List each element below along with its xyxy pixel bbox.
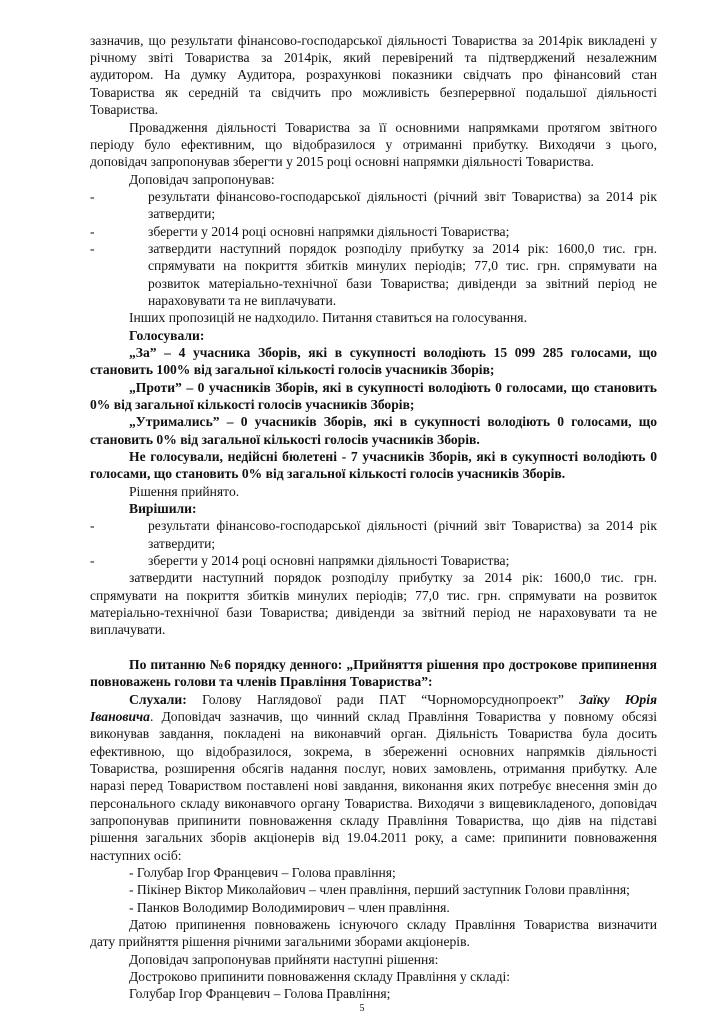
- heard-text: . Доповідач зазначив, що чинний склад Правління Товариства у повному обсязі: [149, 709, 657, 724]
- decided-heading: Вирішили:: [129, 501, 197, 516]
- bullet-text: спрямувати на покриття збитків минулих періодів; 77,0 тис. грн. спрямувати на: [148, 258, 657, 273]
- vote-against: „Проти” – 0 учасників Зборів, які в сукупності володіють 0 голосами, що становить: [129, 380, 657, 395]
- text-line: Товариства.: [90, 102, 159, 117]
- bullet-dash: -: [90, 553, 95, 568]
- decision-adopted: Рішення прийнято.: [129, 484, 240, 499]
- text-line: [90, 708, 657, 725]
- text-line: виплачувати.: [90, 622, 166, 637]
- vote-not-voted: голосами, що становить 0% від загальної кількості голосів учасників Зборів.: [90, 466, 566, 481]
- text-line: матеріально-технічної бази Товариства; дивіденди за звітний період не нараховувати та не: [90, 605, 657, 620]
- voted-heading: Голосували:: [129, 328, 205, 343]
- bullet-text: результати фінансово-господарської діяльності (річний звіт Товариства) за 2014 рік: [148, 189, 657, 204]
- text-line: спрямувати на покриття збитків минулих періодів; 77,0 тис. грн. спрямувати на розвиток: [90, 588, 657, 603]
- bullet-text: нараховувати та не виплачувати.: [148, 293, 337, 308]
- bullet-text: результати фінансово-господарської діяльності (річний звіт Товариства) за 2014 рік: [148, 518, 657, 533]
- heard-text: Голову Наглядової ради ПАТ “Чорноморсуднопроект”: [202, 692, 564, 707]
- heard-label: Слухали:: [129, 692, 187, 707]
- page-number: 5: [359, 1003, 365, 1014]
- board-member: - Голубар Ігор Францевич – Голова правління;: [129, 865, 396, 880]
- text-line: запропонував припинити повноваження складу Правління Товариства, що діяв на підставі: [90, 813, 657, 828]
- speaker-name: Івановича: [90, 709, 150, 724]
- bullet-dash: -: [90, 241, 95, 256]
- text-line: ефективною, що відобразилося, зокрема, в збереженні основних напрямків діяльності: [90, 744, 657, 759]
- bullet-text: затвердити;: [148, 536, 216, 551]
- bullet-text: затвердити наступний порядок розподілу прибутку за 2014 рік: 1600,0 тис. грн.: [148, 241, 657, 256]
- proposal-heading: Доповідач запропонував:: [129, 172, 275, 187]
- bullet-text: зберегти у 2014 році основні напрямки діяльності Товариства;: [148, 553, 510, 568]
- bullet-dash: -: [90, 224, 95, 239]
- text-line: аудитором. На думку Аудитора, розрахункові показники свідчать про фінансовий стан: [90, 67, 657, 82]
- text-line: дату прийняття рішення річними загальними зборами акціонерів.: [90, 934, 470, 949]
- text-line: зазначив, що результати фінансово-господарської діяльності Товариства за 2014рік викладені у: [90, 33, 657, 48]
- vote-not-voted: Не голосували, недійсні бюлетені - 7 учасників Зборів, які в сукупності володіють 0: [129, 449, 657, 464]
- text-line: наступних осіб:: [90, 848, 182, 863]
- text-line: Провадження діяльності Товариства за її основними напрямками протягом звітного: [129, 120, 657, 135]
- bullet-text: зберегти у 2014 році основні напрямки діяльності Товариства;: [148, 224, 510, 239]
- text-line: рішення загальних зборів акціонерів від 19.04.2011 року, а саме: припинити повноваження: [90, 830, 657, 845]
- text-line: персонального складу виконавчого органу Товариства. Виходячи з вищевикладеного, доповідач: [90, 796, 657, 811]
- heard-line: [90, 691, 657, 708]
- text-line: затвердити наступний порядок розподілу прибутку за 2014 рік: 1600,0 тис. грн.: [129, 570, 657, 585]
- text-line: доповідач запропонував зберегти у 2015 році основні напрямки діяльності Товариства.: [90, 154, 594, 169]
- text-line: Доповідач запропонував прийняти наступні рішення:: [129, 952, 439, 967]
- vote-for: становить 100% від загальної кількості голосів учасників Зборів;: [90, 362, 495, 377]
- text-line: Голубар Ігор Францевич – Голова Правління;: [129, 986, 391, 1001]
- bullet-text: затвердити;: [148, 206, 216, 221]
- text-line: Інших пропозицій не надходило. Питання ставиться на голосування.: [129, 310, 527, 325]
- bullet-dash: -: [90, 518, 95, 533]
- board-member: - Пікінер Віктор Миколайович – член правління, перший заступник Голови правління;: [129, 882, 630, 897]
- bullet-dash: -: [90, 189, 95, 204]
- speaker-name: Заїку Юрія: [579, 692, 657, 707]
- text-line: річному звіті Товариства за 2014рік, який перевірений та підтверджений незалежним: [90, 50, 657, 65]
- text-line: Товариства як середній та свідчить про можливість безперервної подальшої діяльності: [90, 85, 657, 100]
- agenda-item-6-title: повноважень голови та членів Правління Товариства”:: [90, 674, 433, 689]
- agenda-item-6-title: По питанню №6 порядку денного: „Прийняття рішення про дострокове припинення: [129, 657, 657, 672]
- vote-abstain: „Утримались” – 0 учасників Зборів, які в сукупності володіють 0 голосами, що: [129, 414, 657, 429]
- text-line: Датою припинення повноважень існуючого складу Правління Товариства визначити: [129, 917, 657, 932]
- text-line: наразі перед Товариством поставлені нові завдання, виконання яких потребує внесення змін до: [90, 778, 657, 793]
- board-member: - Панков Володимир Володимирович – член правління.: [129, 900, 450, 915]
- bullet-text: розвиток матеріально-технічної бази Товариства; дивіденди за звітний період не: [148, 276, 657, 291]
- text-line: виконував завдання, покладені на виконавчий орган. Діяльність Товариства була досить: [90, 726, 657, 741]
- vote-against: 0% від загальної кількості голосів учасників Зборів;: [90, 397, 415, 412]
- text-line: Достроково припинити повноваження складу Правління у складі:: [129, 969, 511, 984]
- text-line: періоду було ефективним, що відобразилося у отриманні прибутку. Виходячи з цього,: [90, 137, 657, 152]
- text-line: Товариства, розширення обсягів надання послуг, нових замовлень, отримання прибутку. Але: [90, 761, 657, 776]
- vote-abstain: становить 0% від загальної кількості голосів учасників Зборів.: [90, 432, 480, 447]
- vote-for: „За” – 4 учасника Зборів, які в сукупності володіють 15 099 285 голосами, що: [129, 345, 657, 360]
